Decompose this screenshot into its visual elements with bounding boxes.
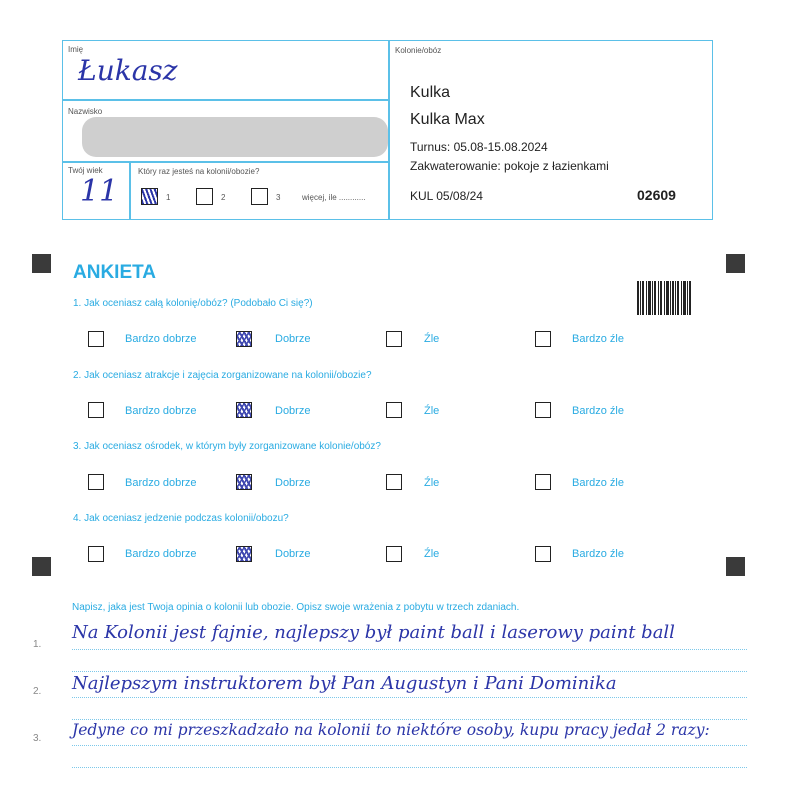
q3-checkbox-zle[interactable] bbox=[386, 474, 402, 490]
dotted-line-2a bbox=[72, 697, 747, 698]
nazwisko-redacted bbox=[82, 117, 388, 157]
q4-option-bardzo-dobrze: Bardzo dobrze bbox=[125, 548, 197, 560]
q4-option-zle: Źle bbox=[424, 548, 440, 560]
question-4: 4. Jak oceniasz jedzenie podczas kolonii/obozu? bbox=[73, 513, 289, 524]
q1-checkbox-zle[interactable] bbox=[386, 331, 402, 347]
ktory-option-1: 1 bbox=[166, 193, 171, 202]
opinion-line-number-1: 1. bbox=[33, 639, 42, 650]
question-3: 3. Jak oceniasz ośrodek, w którym były zorganizowane kolonie/obóz? bbox=[73, 441, 381, 452]
q4-option-bardzo-zle: Bardzo źle bbox=[572, 548, 624, 560]
q3-option-dobrze: Dobrze bbox=[275, 477, 311, 489]
q3-option-bardzo-zle: Bardzo źle bbox=[572, 477, 624, 489]
q1-option-zle: Źle bbox=[424, 333, 440, 345]
q1-option-bardzo-dobrze: Bardzo dobrze bbox=[125, 333, 197, 345]
q4-checkbox-bardzo-zle[interactable] bbox=[535, 546, 551, 562]
registration-marker-bl bbox=[32, 557, 51, 576]
wiek-label: Twój wiek bbox=[68, 166, 103, 175]
q1-checkbox-bardzo-zle[interactable] bbox=[535, 331, 551, 347]
q2-option-bardzo-dobrze: Bardzo dobrze bbox=[125, 405, 197, 417]
zakwaterowanie: Zakwaterowanie: pokoje z łazienkami bbox=[410, 159, 609, 173]
form-number: 02609 bbox=[637, 187, 676, 203]
ktory-label: Który raz jesteś na kolonii/obozie? bbox=[138, 167, 260, 176]
wiek-value: 11 bbox=[80, 174, 119, 209]
registration-marker-br bbox=[726, 557, 745, 576]
ktory-option-3: 3 bbox=[276, 193, 281, 202]
question-1: 1. Jak oceniasz całą kolonię/obóz? (Podobało Ci się?) bbox=[73, 298, 313, 309]
dotted-line-1a bbox=[72, 649, 747, 650]
ktory-checkbox-3[interactable] bbox=[251, 188, 268, 205]
imie-value: Łukasz bbox=[78, 54, 178, 87]
q3-checkbox-bardzo-zle[interactable] bbox=[535, 474, 551, 490]
ktory-checkbox-1[interactable] bbox=[141, 188, 158, 205]
registration-marker-tr bbox=[726, 254, 745, 273]
opinion-text-2: Najlepszym instruktorem był Pan Augustyn i Pani Dominika bbox=[72, 673, 617, 694]
q1-checkbox-dobrze[interactable] bbox=[236, 331, 252, 347]
ktory-checkbox-2[interactable] bbox=[196, 188, 213, 205]
q2-option-bardzo-zle: Bardzo źle bbox=[572, 405, 624, 417]
q1-option-bardzo-zle: Bardzo źle bbox=[572, 333, 624, 345]
imie-field[interactable] bbox=[78, 52, 338, 92]
q2-option-zle: Źle bbox=[424, 405, 440, 417]
dotted-line-3b bbox=[72, 767, 747, 768]
q2-checkbox-bardzo-zle[interactable] bbox=[535, 402, 551, 418]
ktory-option-2: 2 bbox=[221, 193, 226, 202]
nazwisko-label: Nazwisko bbox=[68, 107, 103, 116]
imie-label: Imię bbox=[68, 45, 84, 54]
q4-checkbox-bardzo-dobrze[interactable] bbox=[88, 546, 104, 562]
kolonia-full: Kulka Max bbox=[410, 111, 485, 128]
opinion-text-3: Jedyne co mi przeszkadzało na kolonii to niektóre osoby, kupu pracy jedał 2 razy: bbox=[72, 721, 710, 739]
q4-checkbox-dobrze[interactable] bbox=[236, 546, 252, 562]
kolonia-code: KUL 05/08/24 bbox=[410, 189, 483, 203]
barcode bbox=[637, 281, 691, 315]
opinion-prompt: Napisz, jaka jest Twoja opinia o kolonii lub obozie. Opisz swoje wrażenia z pobytu w trzech zdaniach. bbox=[72, 602, 520, 613]
survey-title: ANKIETA bbox=[73, 262, 157, 283]
q2-checkbox-zle[interactable] bbox=[386, 402, 402, 418]
q2-option-dobrze: Dobrze bbox=[275, 405, 311, 417]
registration-marker-tl bbox=[32, 254, 51, 273]
q1-option-dobrze: Dobrze bbox=[275, 333, 311, 345]
q3-option-bardzo-dobrze: Bardzo dobrze bbox=[125, 477, 197, 489]
q3-checkbox-bardzo-dobrze[interactable] bbox=[88, 474, 104, 490]
q4-option-dobrze: Dobrze bbox=[275, 548, 311, 560]
q4-checkbox-zle[interactable] bbox=[386, 546, 402, 562]
wiecej-label: więcej, ile ............ bbox=[302, 193, 366, 202]
dotted-line-3a bbox=[72, 745, 747, 746]
q3-option-zle: Źle bbox=[424, 477, 440, 489]
opinion-text-1: Na Kolonii jest fajnie, najlepszy był paint ball i laserowy paint ball bbox=[72, 622, 675, 643]
q2-checkbox-bardzo-dobrze[interactable] bbox=[88, 402, 104, 418]
opinion-line-3[interactable] bbox=[72, 718, 752, 748]
opinion-line-1[interactable] bbox=[72, 620, 747, 650]
turnus: Turnus: 05.08-15.08.2024 bbox=[410, 140, 548, 154]
question-2: 2. Jak oceniasz atrakcje i zajęcia zorganizowane na kolonii/obozie? bbox=[73, 370, 372, 381]
kolonie-label: Kolonie/obóz bbox=[395, 46, 442, 55]
opinion-line-number-2: 2. bbox=[33, 686, 42, 697]
opinion-line-2[interactable] bbox=[72, 670, 747, 700]
opinion-line-number-3: 3. bbox=[33, 733, 42, 744]
kolonia-name: Kulka bbox=[410, 84, 451, 101]
q1-checkbox-bardzo-dobrze[interactable] bbox=[88, 331, 104, 347]
q3-checkbox-dobrze[interactable] bbox=[236, 474, 252, 490]
q2-checkbox-dobrze[interactable] bbox=[236, 402, 252, 418]
